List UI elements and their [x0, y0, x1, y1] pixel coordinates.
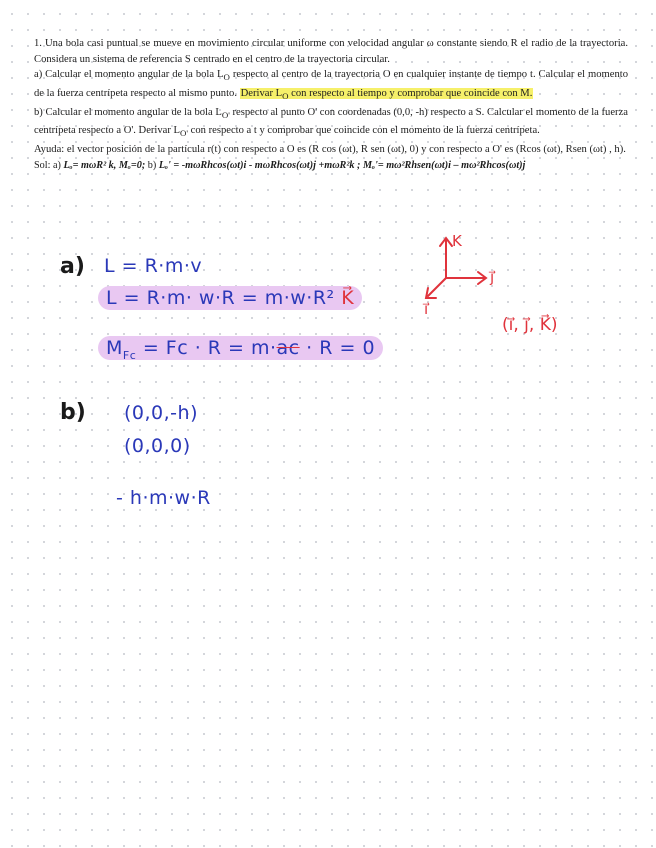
axis-label-i: i⃗: [424, 300, 429, 318]
axis-label-k: K: [452, 232, 462, 250]
x-axis: [428, 278, 446, 296]
label-part-b: b): [60, 400, 86, 425]
handwritten-b-line-1: (0,0,-h): [124, 402, 198, 424]
highlighted-instruction: Derivar $L_O$ con respecto al tiempo y comprobar que coincide con M.: [240, 87, 533, 101]
highlight-pill: L = R·m· w·R = m·w·R² K⃗: [98, 286, 362, 310]
handwritten-line-2: [98, 287, 362, 309]
problem-statement: [34, 36, 628, 173]
problem-part-b: b) Calcular el momento angular de la bola $L_{O'}$ respecto al punto O' con coordenadas (0,0, -h) respecto a S. Calcular el momento de la fuerza centrípeta respecto a O'. Derivar $L_{O'}$ con respecto a t y comprobar que coincide con el momento de la fuerza centrípeta.: [34, 106, 628, 139]
handwritten-line-3: [98, 337, 383, 362]
problem-part-a: a) Calcular el momento angular de la bola $L_O$ respecto al centro de la trayectoria O en cualquier instante de tiempo t. Calcular el momento de la fuerza centrípeta respecto al mismo punto. Derivar $L_O$ con respecto al tiempo y comprobar que coincide con M.: [34, 69, 628, 101]
axis-label-j: j⃗: [490, 268, 495, 286]
basis-vectors: (i⃗, j⃗, K⃗): [502, 315, 558, 335]
handwritten-line-1: L = R·m·v: [104, 255, 203, 277]
highlight-pill-2: $M_{Fc} = Fc \cdot R = m\cdot ac \cdot R = 0$: [98, 336, 383, 360]
problem-intro: 1. Una bola casi puntual se mueve en movimiento circular uniforme con velocidad angular ω constante siendo R el radio de la trayectoria. Considera un sistema de referencia S centrado en el centro de la trayectoria circular.: [34, 38, 628, 65]
handwritten-b-line-3: - h·m·w·R: [116, 487, 211, 509]
handwritten-b-line-2: (0,0,0): [124, 435, 191, 457]
problem-solution: Sol: a) Lₒ= mωR² k, Mₒ=0; b) Lₒ' = -mωRhcos(ωt)i - mωRhcos(ωt)j +mωR²k ; Mₒ'= mω²Rhsen(ωt)i – mω²Rhcos(ωt)j: [34, 159, 526, 171]
label-part-a: a): [60, 254, 85, 279]
problem-hint: Ayuda: el vector posición de la partícula r(t) con respecto a O es (R cos (ωt), R sen (ωt), 0) y con respecto a O' es (Rcos (ωt), Rsen (ωt) , h).: [34, 144, 626, 155]
